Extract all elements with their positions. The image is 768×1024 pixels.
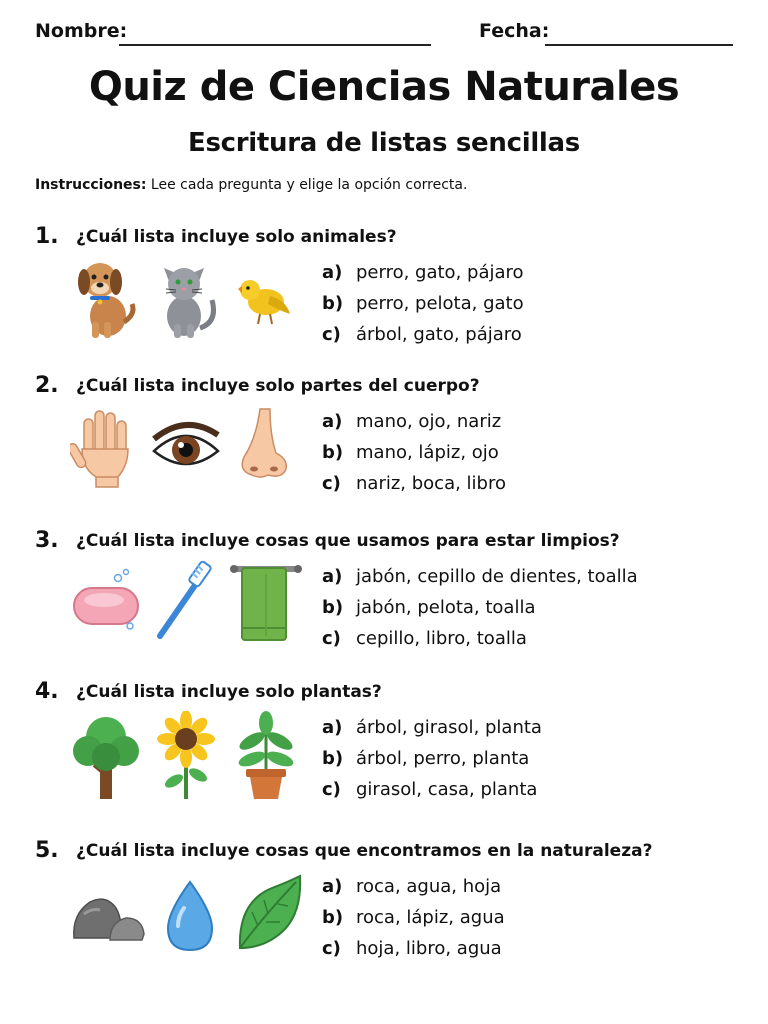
question-text: ¿Cuál lista incluye solo plantas? (76, 682, 382, 702)
nose-icon (230, 405, 302, 489)
option-letter: b) (322, 907, 344, 928)
question-number: 5. (35, 838, 59, 863)
page-title: Quiz de Ciencias Naturales (88, 64, 680, 110)
option-letter: c) (322, 628, 341, 649)
option-letter: c) (322, 324, 341, 345)
question-number: 3. (35, 528, 59, 553)
bird-icon (230, 256, 302, 340)
option-text: árbol, girasol, planta (356, 717, 542, 738)
question-text: ¿Cuál lista incluye solo partes del cuerpo? (76, 376, 480, 396)
question-images (70, 711, 310, 795)
question-number: 1. (35, 224, 59, 249)
question-number: 2. (35, 373, 59, 398)
option-text: mano, ojo, nariz (356, 411, 502, 432)
option-letter: c) (322, 779, 341, 800)
option-text: girasol, casa, planta (356, 779, 538, 800)
option-letter: c) (322, 938, 341, 959)
option-text: perro, gato, pájaro (356, 262, 524, 283)
question-number: 4. (35, 679, 59, 704)
question-images (70, 256, 310, 340)
option-letter: a) (322, 876, 343, 897)
option-text: roca, lápiz, agua (356, 907, 505, 928)
leaf-icon (232, 874, 304, 954)
towel-icon (230, 560, 302, 644)
option-letter: b) (322, 748, 344, 769)
date-field[interactable] (545, 44, 733, 46)
hand-icon (70, 405, 142, 489)
rocks-icon (70, 878, 146, 954)
option-letter: a) (322, 262, 343, 283)
option-text: jabón, pelota, toalla (356, 597, 536, 618)
option-letter: b) (322, 442, 344, 463)
sunflower-icon (150, 711, 222, 801)
question-text: ¿Cuál lista incluye solo animales? (76, 227, 397, 247)
option-text: roca, agua, hoja (356, 876, 502, 897)
instructions-text: Lee cada pregunta y elige la opción correcta. (146, 177, 468, 193)
question-5 (35, 838, 755, 988)
option-text: jabón, cepillo de dientes, toalla (356, 566, 638, 587)
question-images (70, 870, 310, 954)
option-text: árbol, gato, pájaro (356, 324, 522, 345)
dog-icon (70, 256, 142, 340)
option-letter: a) (322, 411, 343, 432)
soap-icon (70, 560, 142, 644)
option-text: mano, lápiz, ojo (356, 442, 499, 463)
option-text: árbol, perro, planta (356, 748, 530, 769)
cat-icon (150, 256, 222, 340)
header (35, 18, 733, 48)
toothbrush-icon (150, 560, 222, 644)
option-letter: a) (322, 717, 343, 738)
instructions-label: Instrucciones: (35, 177, 147, 193)
question-images (70, 560, 310, 644)
page-subtitle: Escritura de listas sencillas (188, 128, 580, 158)
potted-plant-icon (230, 711, 302, 801)
water-drop-icon (154, 878, 226, 954)
name-field[interactable] (119, 44, 431, 46)
option-letter: b) (322, 293, 344, 314)
option-letter: b) (322, 597, 344, 618)
date-label: Fecha: (479, 20, 550, 42)
question-text: ¿Cuál lista incluye cosas que usamos para estar limpios? (76, 531, 620, 551)
option-text: perro, pelota, gato (356, 293, 524, 314)
question-3 (35, 528, 755, 678)
name-label: Nombre: (35, 20, 128, 42)
instructions (35, 177, 467, 193)
option-text: nariz, boca, libro (356, 473, 506, 494)
option-text: hoja, libro, agua (356, 938, 502, 959)
option-letter: c) (322, 473, 341, 494)
tree-icon (70, 711, 142, 801)
option-letter: a) (322, 566, 343, 587)
question-1 (35, 224, 755, 374)
question-2 (35, 373, 755, 523)
eye-icon (150, 405, 222, 489)
question-images (70, 405, 310, 489)
question-text: ¿Cuál lista incluye cosas que encontramos en la naturaleza? (76, 841, 653, 861)
option-text: cepillo, libro, toalla (356, 628, 527, 649)
question-4 (35, 679, 755, 829)
